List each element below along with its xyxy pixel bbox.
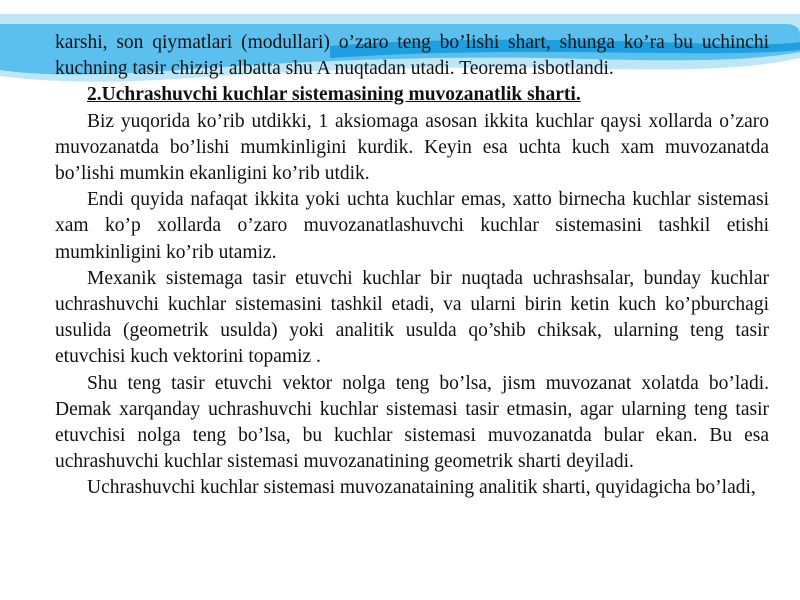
- paragraph-geometric-condition: Shu teng tasir etuvchi vektor nolga teng bo’lsa, jism muvozanat xolatda bo’ladi. Demak xarqanday uchrashuvchi kuchlar sistemasi tasir etmasin, agar ularning teng tasir etuvchisi nolga teng bo’lsa, bu kuchlar sistemasi muvozanatda bular ekan. Bu esa uchrashuvchi kuchlar sistemasi muvozanatining geometrik sharti deyiladi.: [55, 372, 769, 473]
- paragraph-systems: Endi quyida nafaqat ikkita yoki uchta kuchlar emas, xatto birnecha kuchlar sistemasi xam ko’p xollarda o’zaro muvozanatlashuvchi kuchlar sistemasini tashkil etishi mumkinligini ko’rib utamiz.: [55, 189, 769, 263]
- section-heading: 2.Uchrashuvchi kuchlar sistemasining muvozanatlik sharti.: [87, 84, 581, 106]
- document-body: [55, 30, 769, 502]
- paragraph-theorem-end: karshi, son qiymatlari (modullari) o’zaro teng bo’lishi shart, shunga ko’ra bu uchinchi kuchning tasir chizigi albatta shu A nuqtadan utadi. Teorema isbotlandi.: [55, 32, 769, 80]
- paragraph-intro: Biz yuqorida ko’rib utdikki, 1 aksiomaga asosan ikkita kuchlar qaysi xollarda o’zaro muvozanatda bo’lishi mumkinligini kurdik. Keyin esa uchta kuch xam muvozanatda bo’lishi mumkin ekanligini ko’rib utdik.: [55, 110, 769, 185]
- paragraph-mechanical-system: Mexanik sistemaga tasir etuvchi kuchlar bir nuqtada uchrashsalar, bunday kuchlar uchrashuvchi kuchlar sistemasini tashkil etadi, va ularni birin ketin kuch ko’pburchagi usulida (geometrik usulda) yoki analitik usulda qo’shib chiksak, ularning teng tasir etuvchisi kuch vektorini topamiz .: [55, 267, 769, 368]
- paragraph-analytic-condition: Uchrashuvchi kuchlar sistemasi muvozanataining analitik sharti, quyidagicha bo’ladi,: [87, 477, 756, 499]
